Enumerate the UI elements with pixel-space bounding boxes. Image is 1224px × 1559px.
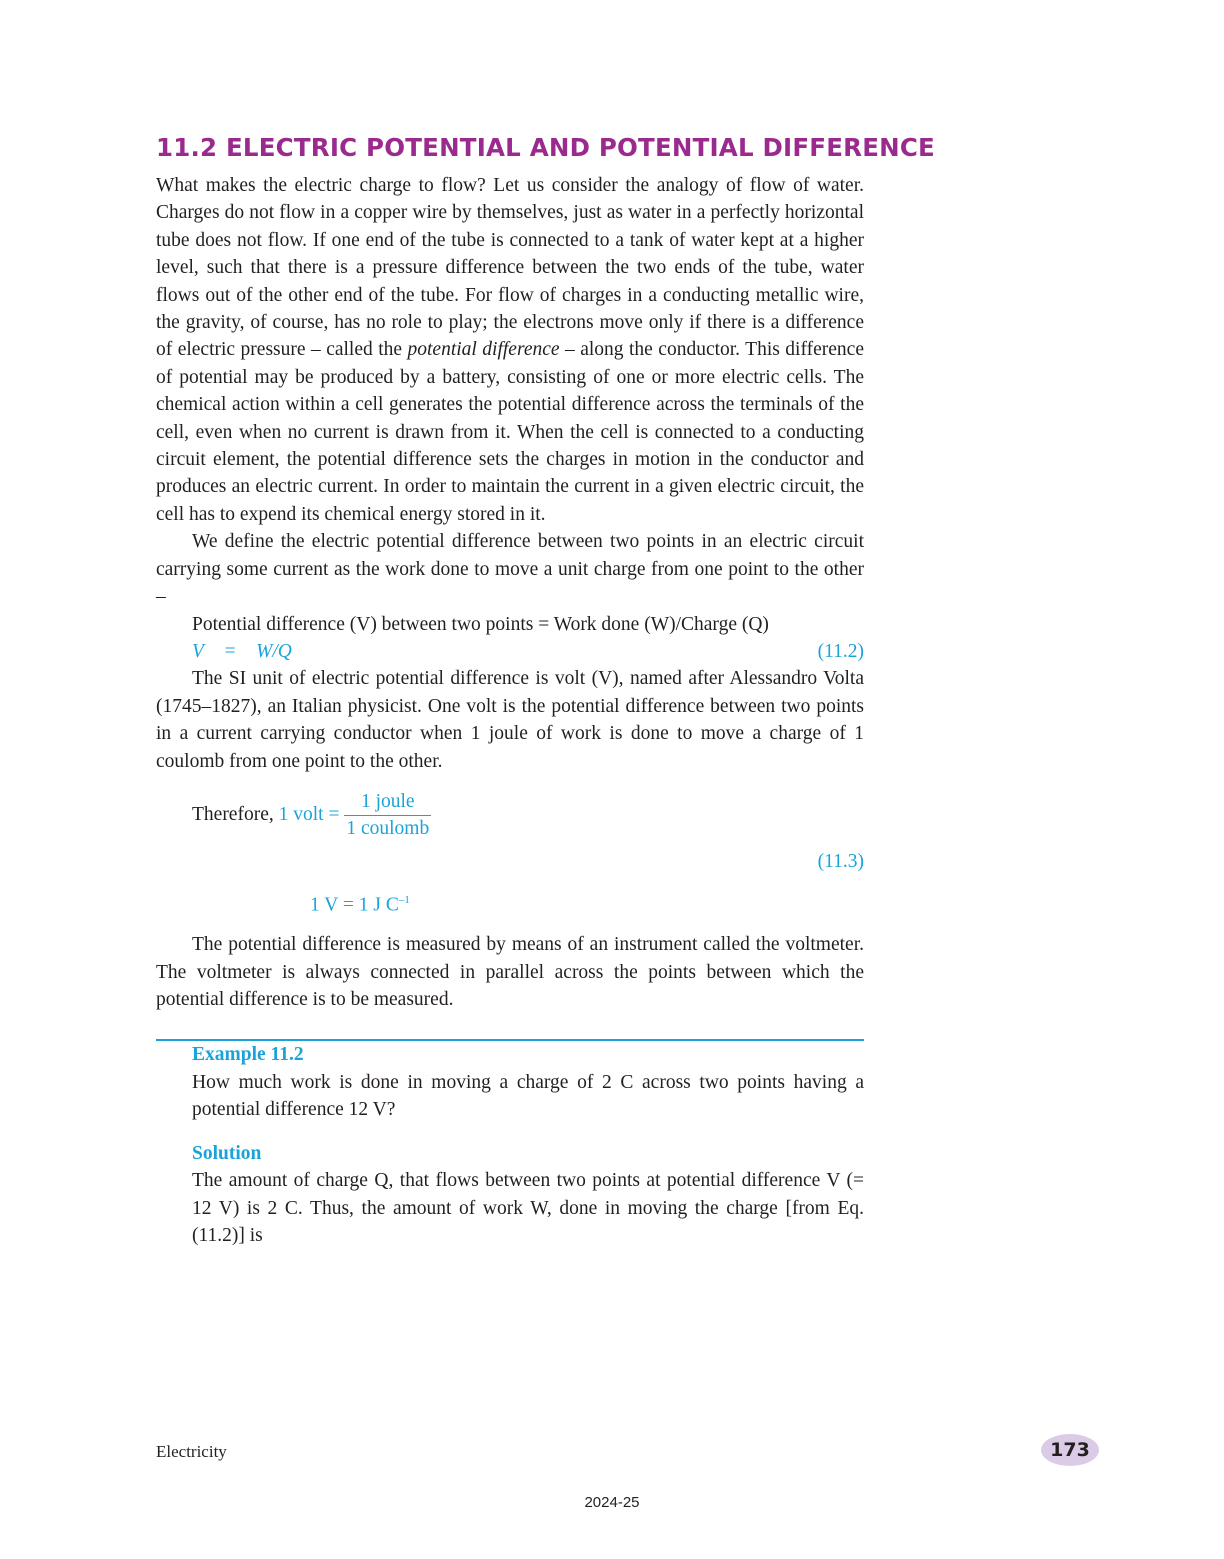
chapter-name: Electricity [156, 1442, 227, 1461]
denominator: 1 coulomb [346, 817, 430, 839]
therefore-label: Therefore, [192, 803, 274, 825]
equation-11-2 [192, 638, 864, 665]
eq-rhs: W/Q [256, 640, 292, 662]
spacer [0, 1249, 1224, 1434]
numerator: 1 joule [344, 789, 431, 816]
footer-row [156, 1434, 1099, 1474]
text: What makes the electric charge to flow? Let us consider the analogy of flow of water. Charges do not flow in a copper wire by themselves, just as water in a perfectly horizontal tube does not flow. If one end of the tube is connected to a tank of water kept at a higher level, such that there is a pressure difference between the two ends of the tube, water flows out of the other end of the tube. For flow of charges in a conducting metallic wire, the gravity, of course, has no role to play; the electrons move only if there is a difference of electric pressure – called the [156, 175, 864, 361]
eq-lhs: 1 volt = [278, 803, 340, 825]
example-box [192, 1041, 864, 1249]
solution-text: The amount of charge Q, that flows between two points at potential difference V (= 12 V) is 2 C. Thus, the amount of work W, done in moving the charge [from Eq. (11.2)] is [192, 1170, 864, 1246]
emphasis-term: potential difference [407, 339, 560, 361]
solution-label: Solution [192, 1142, 262, 1164]
edition-year: 2024-25 [584, 1494, 640, 1511]
equation-number: (11.3) [817, 850, 864, 872]
eq-lhs: V [192, 640, 204, 662]
paragraph-2: We define the electric potential difference between two points in an electric circuit carrying some current as the work done to move a unit charge from one point to the other – [156, 531, 864, 608]
page-number-badge: 173 [1041, 1434, 1099, 1466]
superscript: –1 [398, 894, 410, 907]
equation-11-3 [192, 789, 864, 842]
paragraph-4: The potential difference is measured by means of an instrument called the voltmeter. The voltmeter is always connected in parallel across the points between which the potential difference is to be measured. [156, 934, 864, 1011]
unit-text: 1 V = 1 J C [310, 894, 399, 916]
fraction [344, 789, 431, 842]
equation-number: (11.2) [817, 640, 864, 662]
example-title: Example 11.2 [192, 1044, 304, 1066]
paragraph-3: The SI unit of electric potential difference is volt (V), named after Alessandro Volta (1745–1827), an Italian physicist. One volt is the potential difference between two points in a current carrying conductor when 1 joule of work is done to move a charge of 1 coulomb from one point to the other. [156, 668, 864, 772]
content-column [156, 132, 935, 1249]
section-heading: 11.2 ELECTRIC POTENTIAL AND POTENTIAL DIFFERENCE [156, 133, 935, 162]
paragraph-1 [156, 172, 864, 611]
definition-line: Potential difference (V) between two points = Work done (W)/Charge (Q) [192, 613, 769, 635]
text: – along the conductor. This difference of potential may be produced by a battery, consisting of one or more electric cells. The chemical action within a cell generates the potential difference across the terminals of the cell, even when no current is drawn from it. When the cell is connected to a conducting circuit element, the potential difference sets the charges in motion in the conductor and produces an electric current. In order to maintain the current in a given electric circuit, the cell has to expend its chemical energy stored in it. [156, 339, 864, 525]
example-question: How much work is done in moving a charge of 2 C across two points having a potential difference 12 V? [192, 1071, 864, 1121]
eq-sign: = [223, 640, 237, 662]
equation-unit [310, 887, 864, 919]
